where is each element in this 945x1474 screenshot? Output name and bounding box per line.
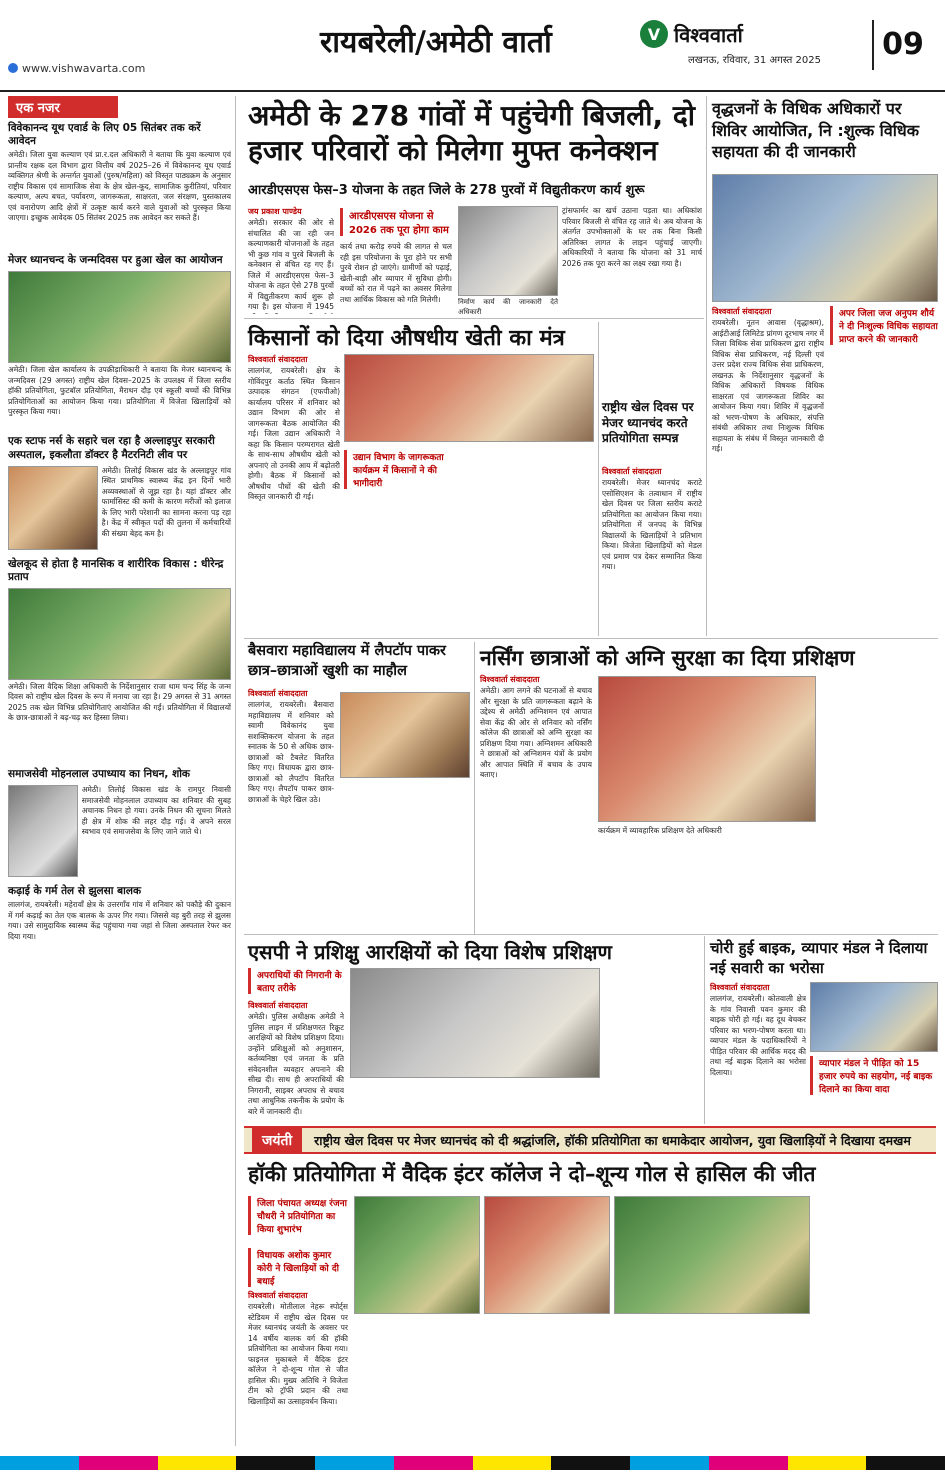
brief-body: अमेठी। जिला वैदिक शिक्षा अधिकारी के निर्देशानुसार राजा थाम चन्द सिंह के जन्म दिवस को राष्ट्रीय खेल दिवस के रूप में मनाया जा रहा है। 29 अगस्त से 31 अगस्त 2025 तक खेल विभिन्न प्रतियोगिताएं आयोजित की गईं। प्रतियोगिता में विद्यालयों के छात्र-छात्राओं ने बढ़-चढ़ कर हिस्सा लिया।	[8, 681, 231, 723]
jayanti-text: राष्ट्रीय खेल दिवस पर मेजर ध्यानचंद को दी श्रद्धांजलि, हॉकी प्रतियोगिता का धमाकेदार आयोजन, युवा खिलाड़ियों ने दिखाया दमखम	[314, 1132, 911, 1148]
lead-photo	[458, 206, 558, 296]
divider	[598, 322, 599, 636]
browser-icon	[8, 63, 18, 73]
brand-name: विश्ववार्ता	[674, 22, 743, 47]
hockey-byline: विश्ववार्ता संवाददाता	[248, 1291, 308, 1300]
divider	[244, 638, 938, 639]
hockey-photo	[614, 1196, 810, 1314]
portrait-photo	[8, 785, 78, 877]
khel-divas-body: रायबरेली। मेजर ध्यानचंद कराटे एसोसिएशन के तत्वाधान में राष्ट्रीय खेल दिवस पर जिला स्तरीय कराटे प्रतियोगिता का आयोजन किया गया। प्रतियोगिता में जनपद के विभिन्न विद्यालयों के खिलाड़ियों ने प्रतिभाग किया। विजेता खिलाड़ियों को मेडल एवं प्रमाण पत्र देकर सम्मानित किया गया।	[602, 478, 702, 571]
hockey-quote: जिला पंचायत अध्यक्ष रंजना चौधरी ने प्रतियोगिता का किया शुभारंभ	[248, 1196, 348, 1235]
site-url-text: www.vishwavarta.com	[22, 62, 146, 75]
lead-body: ट्रांसफार्मर का खर्च उठाना पड़ता था। अधिकांश परिवार बिजली से वंचित रह जाते थे। अब योजना के अंतर्गत उपभोक्ताओं के घर तक बिना किसी अतिरिक्त लागत के लाइन पहुंचाई जाएगी। अधिकारियों ने बताया कि योजना को 31 मार्च 2026 तक पूरा करने का लक्ष्य रखा गया है।	[562, 206, 702, 268]
hockey-photo	[484, 1196, 610, 1314]
bike-quote: व्यापार मंडल ने पीड़ित को 15 हजार रुपये का सहयोग, नई बाइक दिलाने का किया वादा	[810, 1056, 938, 1095]
page-header	[0, 0, 945, 92]
brief-photo	[8, 466, 98, 550]
lead-photo-caption: निर्माण कार्य की जानकारी देते अधिकारी	[458, 298, 558, 314]
divider	[706, 96, 707, 636]
kisan-body: लालगंज, रायबरेली। क्षेत्र के गोविंदपुर कर्ताठ स्थित किसान उत्पादक संगठन (एफपीओ) कार्यालय परिसर में शनिवार को उद्यान विभाग की ओर से जागरूकता बैठक आयोजित की गई। जिला उद्यान अधिकारी ने कहा कि किसान परम्परागत खेती के साथ-साथ औषधीय खेती को अपनाएं तो उनकी आय में बढ़ोतरी होगी। बैठक में किसानों को औषधीय पौधों की खेती की विस्तृत जानकारी दी गई।	[248, 366, 340, 501]
section-label: एक नजर	[8, 96, 118, 118]
brief-title: खेलकूद से होता है मानसिक व शारीरिक विकास : धीरेन्द्र प्रताप	[8, 557, 224, 583]
lead-headline: अमेठी के 278 गांवों में पहुंचेगी बिजली, दो हजार परिवारों को मिलेगा मुफ्त कनेक्शन	[248, 99, 696, 167]
sp-quote: अपराधियों की निगरानी के बताए तरीके	[248, 968, 344, 994]
sp-headline: एसपी ने प्रशिक्षु आरक्षियों को दिया विशेष प्रशिक्षण	[248, 940, 612, 964]
laptop-photo	[340, 692, 470, 778]
brief-row	[8, 466, 231, 550]
legal-quote: अपर जिला जज अनुपम शौर्य ने दी निःशुल्क विधिक सहायता प्राप्त करने की जानकारी	[830, 306, 938, 345]
sp-byline: विश्ववार्ता संवाददाता	[248, 1001, 308, 1010]
brief-title: एक स्टाफ नर्स के सहारे चल रहा है अल्लाइपुर सरकारी अस्पताल, इकलौता डॉक्टर है मैटरनिटी लीव पर	[8, 435, 215, 461]
section-masthead: रायबरेली/अमेठी वार्ता	[320, 25, 552, 60]
kisan-photo	[344, 354, 594, 442]
brief-body: अमेठी। जिला युवा कल्याण एवं प्रा.र.दल अधिकारी ने बताया कि युवा कल्याण एवं प्रान्तीय रक्षक दल विभाग द्वारा वित्तीय वर्ष 2025–26 में विवेकानन्द यूथ एवार्ड व्यक्तिगत श्रेणी के अन्तर्गत युवाओं (पुरुष/महिला) को विस्तृत पाठ्यक्रम के अनुसार राष्ट्रीय विकास एवं सामाजिक सेवा के क्षेत्र खेल-कूद, सामाजिक कुरीतियां, परिवार कल्याण, अल्प बचत, पर्यावरण, जागरूकता, साक्षरता, जल संरक्षण, पुस्तकालय एवं वनारोपण आदि क्षेत्रों में उत्कृष्ट कार्य करने वाले युवाओं को पुरस्कृत किया जाएगा। इच्छुक आवेदक 05 सितंबर 2025 तक आवेदन कर सकते हैं।	[8, 150, 231, 223]
kisan-byline: विश्ववार्ता संवाददाता	[248, 355, 308, 364]
lead-body: अमेठी। सरकार की ओर से संचालित की जा रही जन कल्याणकारी योजनाओं के तहत भी कुछ गांव व पुरवे बिजली के कनेक्शन से वंचित रह गए हैं। जिले में आरडीएसएस फेस–3 योजना के तहत ऐसे 278 पुरवों में विद्युतीकरण कार्य शुरू हो गया है। इस योजना में 1945	[248, 218, 334, 311]
lead-subhead: आरडीएसएस फेस–3 योजना के तहत जिले के 278 पुरवों में विद्युतीकरण कार्य शुरू	[248, 183, 645, 198]
brief-title: विवेकानन्द यूथ एवार्ड के लिए 05 सितंबर तक करें आवेदन	[8, 122, 201, 148]
brief-photo	[8, 271, 231, 363]
nursing-photo	[598, 676, 816, 822]
legal-body: रायबरेली। नूतन आवास (वृद्धाश्रम), आईटीआई लिमिटेड प्रांगण दूरभाष नगर में जिला विधिक सेवा प्राधिकरण द्वारा राष्ट्रीय विधिक सेवा प्राधिकरण, नई दिल्ली एवं उत्तर प्रदेश राज्य विधिक सेवा प्राधिकरण, लखनऊ के निर्देशानुसार वृद्धजनों के विधिक अधिकारों विषयक विधिक साक्षरता एवं जागरूकता शिविर का आयोजन किया गया। शिविर में वृद्धजनों को भरण-पोषण के अधिकार, संपत्ति संबंधी अधिकार तथा निःशुल्क विधिक सहायता के संबंध में विस्तृत जानकारी दी गई।	[712, 318, 824, 453]
legal-headline: वृद्धजनों के विधिक अधिकारों पर शिविर आयोजित, नि :शुल्क विधिक सहायता की दी जानकारी	[712, 99, 919, 162]
hockey-photo	[354, 1196, 480, 1314]
legal-photo	[712, 174, 938, 302]
laptop-byline: विश्ववार्ता संवाददाता	[248, 689, 308, 698]
hockey-body: रायबरेली। मोतीलाल नेहरू स्पोर्ट्स स्टेडियम में राष्ट्रीय खेल दिवस पर मेजर ध्यानचंद जयंती के अवसर पर 14 वर्षीय बालक वर्ग की हॉकी प्रतियोगिता का आयोजन किया गया। फाइनल मुकाबले में वैदिक इंटर कॉलेज ने दो-शून्य गोल से जीत हासिल की। मुख्य अतिथि ने विजेता टीम को ट्रॉफी प्रदान की तथा खिलाड़ियों का उत्साहवर्धन किया।	[248, 1302, 348, 1406]
nursing-body: अमेठी। आग लगने की घटनाओं से बचाव और सुरक्षा के प्रति जागरूकता बढ़ाने के उद्देश्य से अमेठी अग्निशमन एवं आपात सेवा केंद्र की ओर से शनिवार को नर्सिंग कॉलेज की छात्राओं को अग्नि सुरक्षा का प्रशिक्षण दिया गया। अग्निशमन अधिकारी ने छात्राओं को अग्निशमन यंत्रों के प्रयोग और आपात स्थिति में बचाव के उपाय बताए।	[480, 686, 592, 779]
brief-body: अमेठी। जिला खेल कार्यालय के उपक्रीड़ाधिकारी ने बताया कि मेजर ध्यानचन्द के जन्मदिवस (29 अगस्त) राष्ट्रीय खेल दिवस–2025 के उपलक्ष्य में जिला स्तरीय हॉकी प्रतियोगिता, फुटबॉल प्रतियोगिता, मैराथन दौड़ एवं स्कूली बच्चों की विभिन्न प्रतियोगिताओं का आयोजन किया गया। प्रतियोगिता में विजेता खिलाड़ियों को पुरस्कृत किया गया।	[8, 365, 231, 417]
print-registration-strip	[0, 1456, 945, 1470]
jayanti-band	[244, 1126, 936, 1154]
kisan-quote: उद्यान विभाग के जागरूकता कार्यक्रम में किसानों ने की भागीदारी	[344, 450, 456, 489]
brief-body: अमेठी। तिलोई विकास खंड के रामपुर निवासी समाजसेवी मोहनलाल उपाध्याय का शनिवार की सुबह अचानक निधन हो गया। उनके निधन की सूचना मिलते ही क्षेत्र में शोक की लहर दौड़ गई। वे अपने सरल स्वभाव एवं समाजसेवा के लिए जाने जाते थे।	[81, 785, 231, 836]
brief-title: कढ़ाई के गर्म तेल से झुलसा बालक	[8, 885, 142, 897]
divider	[244, 934, 938, 935]
bike-byline: विश्ववार्ता संवाददाता	[710, 983, 770, 992]
site-url[interactable]	[8, 62, 145, 75]
lead-byline: जय प्रकाश पाण्डेय	[248, 207, 302, 216]
divider	[704, 936, 705, 1124]
divider	[244, 318, 704, 319]
kisan-headline: किसानों को दिया औषधीय खेती का मंत्र	[248, 326, 565, 351]
sp-photo	[350, 968, 600, 1078]
brief-title: समाजसेवी मोहनलाल उपाध्याय का निधन, शोक	[8, 767, 190, 780]
nursing-byline: विश्ववार्ता संवाददाता	[480, 675, 540, 684]
bike-photo	[810, 982, 938, 1052]
brief-photo	[8, 588, 231, 680]
nursing-photo-caption: कार्यक्रम में व्यावहारिक प्रशिक्षण देते अधिकारी	[598, 826, 722, 835]
hockey-headline: हॉकी प्रतियोगिता में वैदिक इंटर कॉलेज ने दो–शून्य गोल से हासिल की जीत	[248, 1162, 816, 1186]
divider	[474, 642, 475, 934]
brief-title: मेजर ध्यानचन्द के जन्मदिवस पर हुआ खेल का आयोजन	[8, 254, 223, 267]
jayanti-tag: जयंती	[252, 1128, 302, 1153]
bike-headline: चोरी हुई बाइक, व्यापार मंडल ने दिलाया नई सवारी का भरोसा	[710, 939, 928, 978]
brand	[640, 20, 743, 48]
legal-byline: विश्ववार्ता संवाददाता	[712, 307, 772, 316]
lead-body: कार्य तथा करोड़ रुपये की लागत से चल रही इस परियोजना के पूरा होने पर सभी पुरवे रोशन हो जाएंगे। ग्रामीणों को पढ़ाई, खेती-बाड़ी और व्यापार में सुविधा होगी। बच्चों को रात में पढ़ने का अवसर मिलेगा तथा आर्थिक विकास को गति मिलेगी।	[340, 242, 452, 304]
hockey-quote: विधायक अशोक कुमार कोरी ने खिलाड़ियों को दी बधाई	[248, 1248, 348, 1287]
brief-body: अमेठी। तिलोई विकास खंड के अल्लाइपुर गांव स्थित प्राथमिक स्वास्थ्य केंद्र इन दिनों भारी अव्यवस्थाओं से जूझ रहा है। यहां डॉक्टर और फार्मासिस्ट की कमी के कारण मरीजों को इलाज के लिए भारी परेशानी का सामना करना पड़ रहा है। केंद्र में स्वीकृत पदों की तुलना में कर्मचारियों की संख्या बेहद कम है।	[101, 465, 231, 538]
left-column	[8, 96, 236, 1446]
brief-row	[8, 785, 231, 877]
khel-divas-headline: राष्ट्रीय खेल दिवस पर मेजर ध्यानचंद करते प्रतियोगिता सम्पन्न	[602, 400, 694, 446]
laptop-body: लालगंज, रायबरेली। बैसवारा महाविद्यालय में शनिवार को स्वामी विवेकानंद युवा सशक्तिकरण योजना के तहत स्नातक के 50 से अधिक छात्र-छात्राओं को टैबलेट वितरित किए गए। विधायक द्वारा छात्र-छात्राओं को लैपटॉप वितरित किए गए। लैपटॉप पाकर छात्र-छात्राओं के चेहरे खिल उठे।	[248, 700, 334, 804]
khel-divas-byline: विश्ववार्ता संवाददाता	[602, 467, 662, 476]
nursing-headline: नर्सिंग छात्राओं को अग्नि सुरक्षा का दिया प्रशिक्षण	[480, 646, 855, 670]
page-number: 09	[872, 20, 932, 70]
edition-date: लखनऊ, रविवार, 31 अगस्त 2025	[688, 55, 821, 66]
brand-logo-icon: V	[640, 20, 668, 48]
sp-body: अमेठी। पुलिस अधीक्षक अमेठी ने पुलिस लाइन में प्रशिक्षणरत रिक्रूट आरक्षियों को विशेष प्रशिक्षण दिया। उन्होंने प्रशिक्षुओं को अनुशासन, कर्तव्यनिष्ठा एवं जनता के प्रति संवेदनशील व्यवहार अपनाने की सीख दी। साथ ही अपराधियों की निगरानी, साइबर अपराध से बचाव तथा आधुनिक तकनीक के प्रयोग के बारे में जानकारी दी।	[248, 1012, 344, 1116]
brief-body: लालगंज, रायबरेली। महेरावाँ क्षेत्र के उत्तरगाँव गांव में शनिवार को पकौड़े की दुकान में गर्म कढ़ाई का तेल एक बालक के ऊपर गिर गया। जिससे वह बुरी तरह से झुलस गया। उसे सामुदायिक स्वास्थ्य केंद्र पहुंचाया गया जहां से जिला अस्पताल रेफर कर दिया गया।	[8, 900, 231, 941]
laptop-headline: बैसवारा महाविद्यालय में लैपटॉप पाकर छात्र–छात्राओं खुशी का माहौल	[248, 643, 446, 679]
lead-quote: आरडीएसएस योजना से 2026 तक पूरा होगा काम	[340, 208, 452, 236]
bike-body: लालगंज, रायबरेली। कोतवाली क्षेत्र के गांव निवासी पवन कुमार की बाइक चोरी हो गई। वह दूध बेचकर परिवार का भरण-पोषण करता था। व्यापार मंडल के पदाधिकारियों ने पीड़ित परिवार की आर्थिक मदद की तथा नई बाइक दिलाने का भरोसा दिलाया।	[710, 994, 806, 1077]
